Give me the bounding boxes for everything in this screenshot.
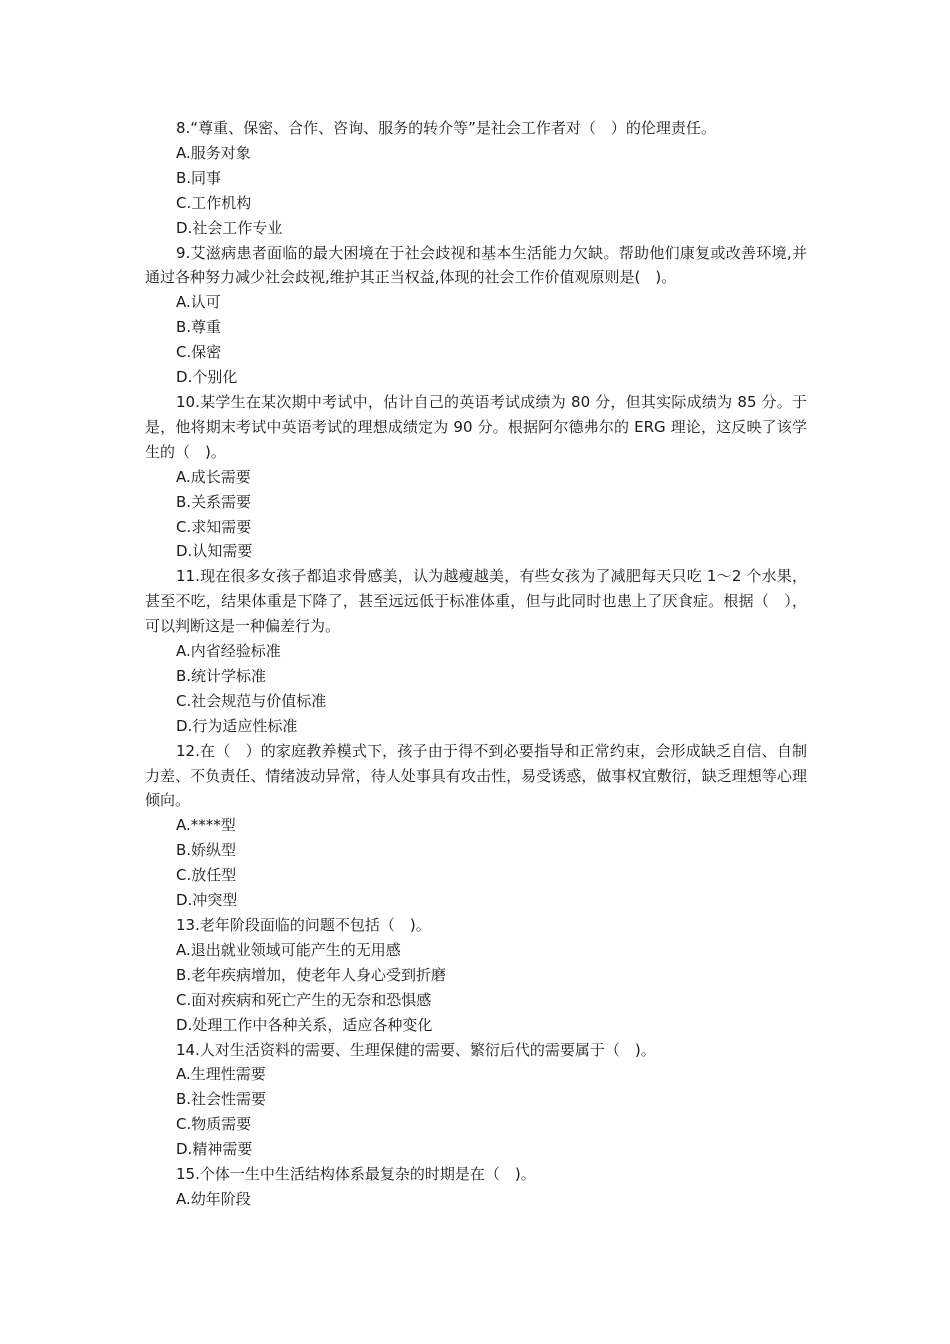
question-11-option-b: B.统计学标准 bbox=[176, 666, 267, 685]
question-10-option-d: D.认知需要 bbox=[176, 542, 253, 561]
question-12-stem: 12.在（ ）的家庭教养模式下，孩子由于得不到必要指导和正常约束，会形成缺乏自信、自制力差、不负责任、情绪波动异常，待人处事具有攻击性，易受诱惑，做事权宜敷衍，缺乏理想等心理倾向。 bbox=[145, 741, 807, 810]
question-9-option-a: A.认可 bbox=[176, 293, 221, 312]
question-15-option-a: A.幼年阶段 bbox=[176, 1189, 251, 1208]
question-13-option-a: A.退出就业领域可能产生的无用感 bbox=[176, 940, 401, 959]
question-11-stem: 11.现在很多女孩子都追求骨感美，认为越瘦越美，有些女孩为了减肥每天只吃 1～2 个水果，甚至不吃，结果体重是下降了，甚至远远低于标准体重，但与此同时也患上了厌食症。根据（ ），可以判断这是一种偏差行为。 bbox=[145, 567, 807, 636]
question-8-stem: 8.“尊重、保密、合作、咨询、服务的转介等”是社会工作者对（ ）的伦理责任。 bbox=[176, 119, 716, 137]
question-14-option-b: B.社会性需要 bbox=[176, 1090, 267, 1109]
question-14-stem: 14.人对生活资料的需要、生理保健的需要、繁衍后代的需要属于（ )。 bbox=[176, 1040, 656, 1059]
question-8-option-b: B.同事 bbox=[176, 168, 222, 187]
question-13-option-b: B.老年疾病增加，使老年人身心受到折磨 bbox=[176, 965, 447, 984]
question-13-option-d: D.处理工作中各种关系，适应各种变化 bbox=[176, 1015, 433, 1034]
question-10-option-b: B.关系需要 bbox=[176, 492, 252, 511]
question-9-stem: 9.艾滋病患者面临的最大困境在于社会歧视和基本生活能力欠缺。帮助他们康复或改善环境,并通过各种努力减少社会歧视,维护其正当权益,体现的社会工作价值观原则是( )。 bbox=[145, 243, 807, 287]
question-12-option-a: A.****型 bbox=[176, 816, 236, 835]
question-13-stem: 13.老年阶段面临的问题不包括（ )。 bbox=[176, 916, 431, 934]
question-14-option-d: D.精神需要 bbox=[176, 1140, 253, 1159]
question-14-option-a: A.生理性需要 bbox=[176, 1065, 266, 1084]
question-15-stem: 15.个体一生中生活结构体系最复杂的时期是在（ )。 bbox=[176, 1165, 536, 1184]
document-body bbox=[145, 116, 807, 1212]
question-12-option-d: D.冲突型 bbox=[176, 891, 238, 910]
question-10-stem: 10.某学生在某次期中考试中，估计自己的英语考试成绩为 80 分，但其实际成绩为 85 分。于是，他将期末考试中英语考试的理想成绩定为 90 分。根据阿尔德弗尔的 ERG 理论，这反映了该学生的（ )。 bbox=[145, 392, 807, 461]
question-8-option-a: A.服务对象 bbox=[176, 143, 251, 162]
question-11-option-a: A.内省经验标准 bbox=[176, 642, 281, 661]
question-8-option-c: C.工作机构 bbox=[176, 193, 252, 212]
question-9-option-c: C.保密 bbox=[176, 343, 222, 362]
question-11-option-c: C.社会规范与价值标准 bbox=[176, 691, 327, 710]
question-11-option-d: D.行为适应性标准 bbox=[176, 716, 298, 735]
question-14-option-c: C.物质需要 bbox=[176, 1115, 252, 1134]
question-8-option-d: D.社会工作专业 bbox=[176, 218, 283, 237]
question-13-option-c: C.面对疾病和死亡产生的无奈和恐惧感 bbox=[176, 990, 432, 1009]
question-10-option-c: C.求知需要 bbox=[176, 517, 252, 536]
question-12-option-b: B.娇纵型 bbox=[176, 841, 237, 860]
question-9-option-b: B.尊重 bbox=[176, 318, 222, 337]
question-10-option-a: A.成长需要 bbox=[176, 467, 251, 486]
question-9-option-d: D.个别化 bbox=[176, 368, 238, 387]
question-12-option-c: C.放任型 bbox=[176, 866, 237, 885]
